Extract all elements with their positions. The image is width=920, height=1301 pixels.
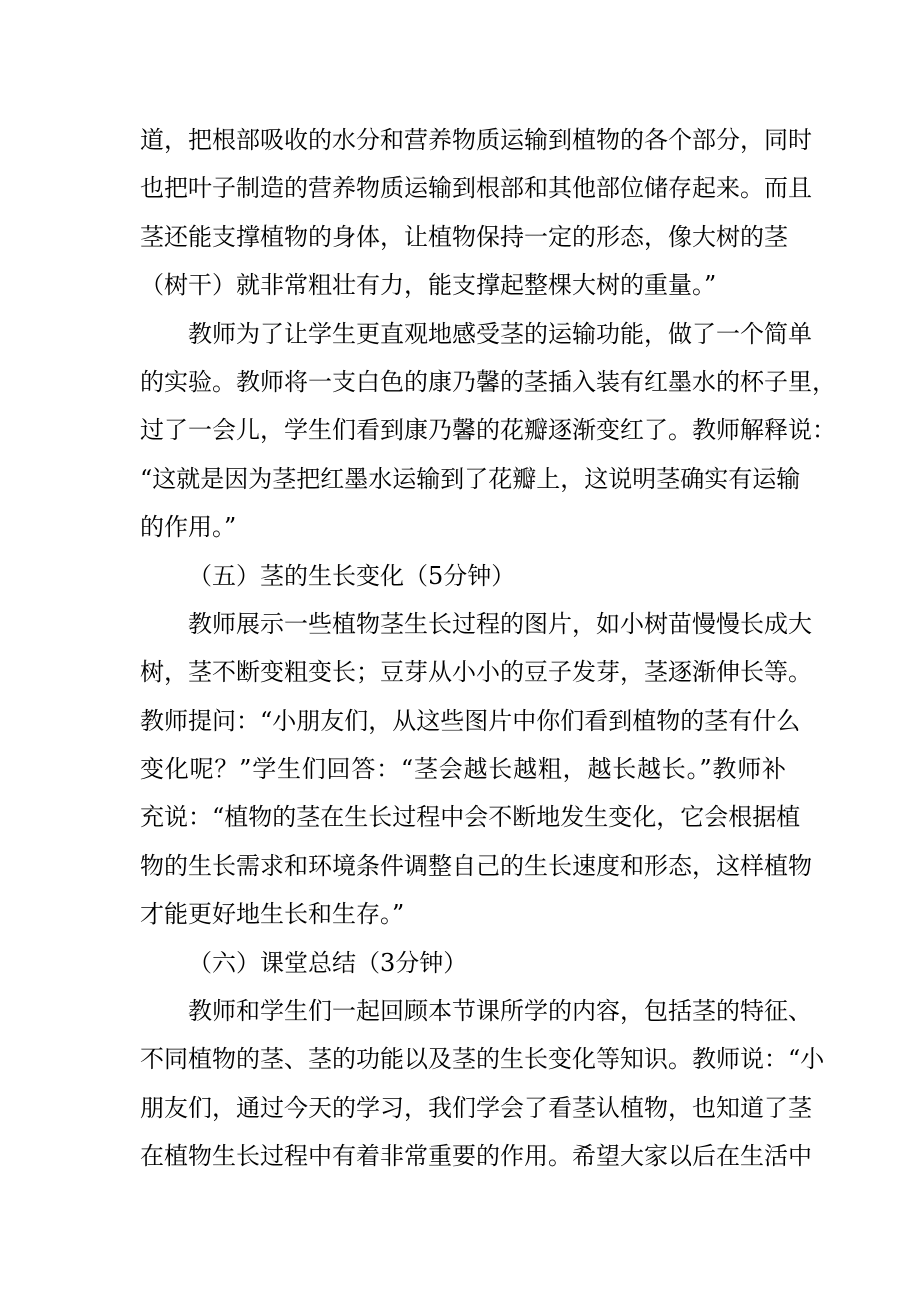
section-heading-stem-growth: （五）茎的生长变化（5分钟） xyxy=(188,561,516,590)
text-line: 不同植物的茎、茎的功能以及茎的生长变化等知识。教师说：“小 xyxy=(140,1045,825,1074)
text-line: 物的生长需求和环境条件调整自己的生长速度和形态，这样植物 xyxy=(140,851,812,880)
text-line: 树，茎不断变粗变长；豆芽从小小的豆子发芽，茎逐渐伸长等。 xyxy=(140,658,812,687)
text-line: 的作用。” xyxy=(140,513,237,542)
text-line: 在植物生长过程中有着非常重要的作用。希望大家以后在生活中 xyxy=(140,1142,812,1171)
paragraph-carnation-experiment xyxy=(140,310,836,552)
section-heading-class-summary: （六）课堂总结（3分钟） xyxy=(188,948,468,977)
text-line: 也把叶子制造的营养物质运输到根部和其他部位储存起来。而且 xyxy=(140,174,812,203)
text-line: 过了一会儿，学生们看到康乃馨的花瓣逐渐变红了。教师解释说： xyxy=(140,416,836,445)
text-line: 的实验。教师将一支白色的康乃馨的茎插入装有红墨水的杯子里， xyxy=(140,367,836,396)
text-line: 充说：“植物的茎在生长过程中会不断地发生变化，它会根据植 xyxy=(140,803,801,832)
document-body xyxy=(140,116,836,1181)
text-line: 茎还能支撑植物的身体，让植物保持一定的形态，像大树的茎 xyxy=(140,222,788,251)
text-line: 教师为了让学生更直观地感受茎的运输功能，做了一个简单 xyxy=(188,319,812,348)
paragraph-stem-transport-support xyxy=(140,116,812,310)
text-line: 变化呢？”学生们回答：“茎会越长越粗，越长越长。”教师补 xyxy=(140,755,786,784)
text-line: 教师展示一些植物茎生长过程的图片，如小树苗慢慢长成大 xyxy=(188,609,812,638)
paragraph-class-summary xyxy=(140,987,825,1181)
text-line: 才能更好地生长和生存。” xyxy=(140,900,405,929)
text-line: 教师和学生们一起回顾本节课所学的内容，包括茎的特征、 xyxy=(188,997,812,1026)
text-line: 道，把根部吸收的水分和营养物质运输到植物的各个部分，同时 xyxy=(140,126,812,154)
text-line: “这就是因为茎把红墨水运输到了花瓣上，这说明茎确实有运输 xyxy=(140,464,801,493)
text-line: 教师提问：“小朋友们，从这些图片中你们看到植物的茎有什么 xyxy=(140,706,801,735)
paragraph-stem-growth xyxy=(140,600,812,939)
text-line: 朋友们，通过今天的学习，我们学会了看茎认植物，也知道了茎 xyxy=(140,1093,812,1122)
text-line: （树干）就非常粗壮有力，能支撑起整棵大树的重量。” xyxy=(140,271,717,300)
